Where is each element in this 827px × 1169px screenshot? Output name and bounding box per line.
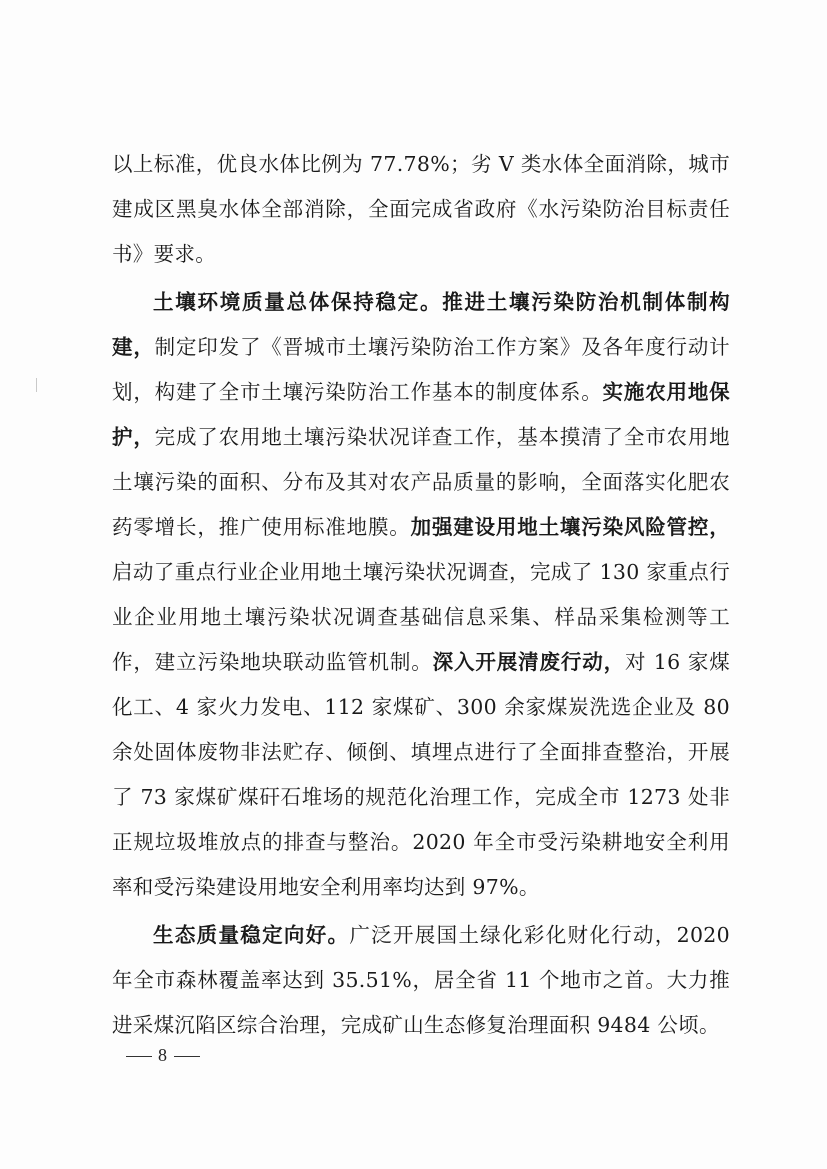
text-segment: 对 16 家煤化工、4 家火力发电、112 家煤矿、300 余家煤炭洗选企业及 80 余处固体废物非法贮存、倾倒、填埋点进行了全面排查整治，开展了 73 家煤矿煤矸石堆场的规范化治理工作，完成全市 1273 处非正规垃圾堆放点的排查与整治。2020 年全市受污染耕地安全利用率和受污染建设用地安全利用率均达到 97%。 xyxy=(112,650,731,899)
paragraph-soil-quality xyxy=(112,280,730,910)
text-segment: 完成了农用地土壤污染状况详查工作，基本摸清了全市农用地土壤污染的面积、分布及其对农产品质量的影响，全面落实化肥农药零增长，推广使用标准地膜。 xyxy=(112,425,730,539)
heading-ecology-stable: 生态质量稳定向好。 xyxy=(153,923,350,947)
page-number-value: 8 xyxy=(158,1045,168,1065)
document-body xyxy=(112,142,730,1048)
paragraph-ecology-quality xyxy=(112,913,730,1048)
text-segment: 启动了重点行业企业用地土壤污染状况调查，完成了 130 家重点行业企业用地土壤污染状况调查基础信息采集、样品采集检测等工作，建立污染地块联动监管机制。 xyxy=(112,560,730,674)
heading-clear-waste: 深入开展清废行动， xyxy=(432,650,625,674)
heading-construction-land-risk: 加强建设用地土壤污染风险管控， xyxy=(410,515,731,539)
heading-soil-stable: 土壤环境质量总体保持稳定。推进土壤污染防治机制体制构建， xyxy=(112,290,730,359)
text-segment: 制定印发了《晋城市土壤污染防治工作方案》及各年度行动计划，构建了全市土壤污染防治工作基本的制度体系。 xyxy=(112,335,730,404)
scan-margin-mark xyxy=(36,378,37,392)
page-number xyxy=(120,1043,206,1067)
text-segment: 广泛开展国土绿化彩化财化行动，2020 年全市森林覆盖率达到 35.51%，居全省 11 个地市之首。大力推进采煤沉陷区综合治理，完成矿山生态修复治理面积 9484 公顷。 xyxy=(112,923,730,1037)
text-segment: 以上标准，优良水体比例为 77.78%；劣 V 类水体全面消除，城市建成区黑臭水体全部消除，全面完成省政府《水污染防治目标责任书》要求。 xyxy=(112,152,730,266)
heading-farmland-protection: 实施农用地保护， xyxy=(112,380,730,449)
page-number-dash-right xyxy=(174,1056,200,1057)
page-number-dash-left xyxy=(126,1056,152,1057)
paragraph-water-quality xyxy=(112,142,730,277)
